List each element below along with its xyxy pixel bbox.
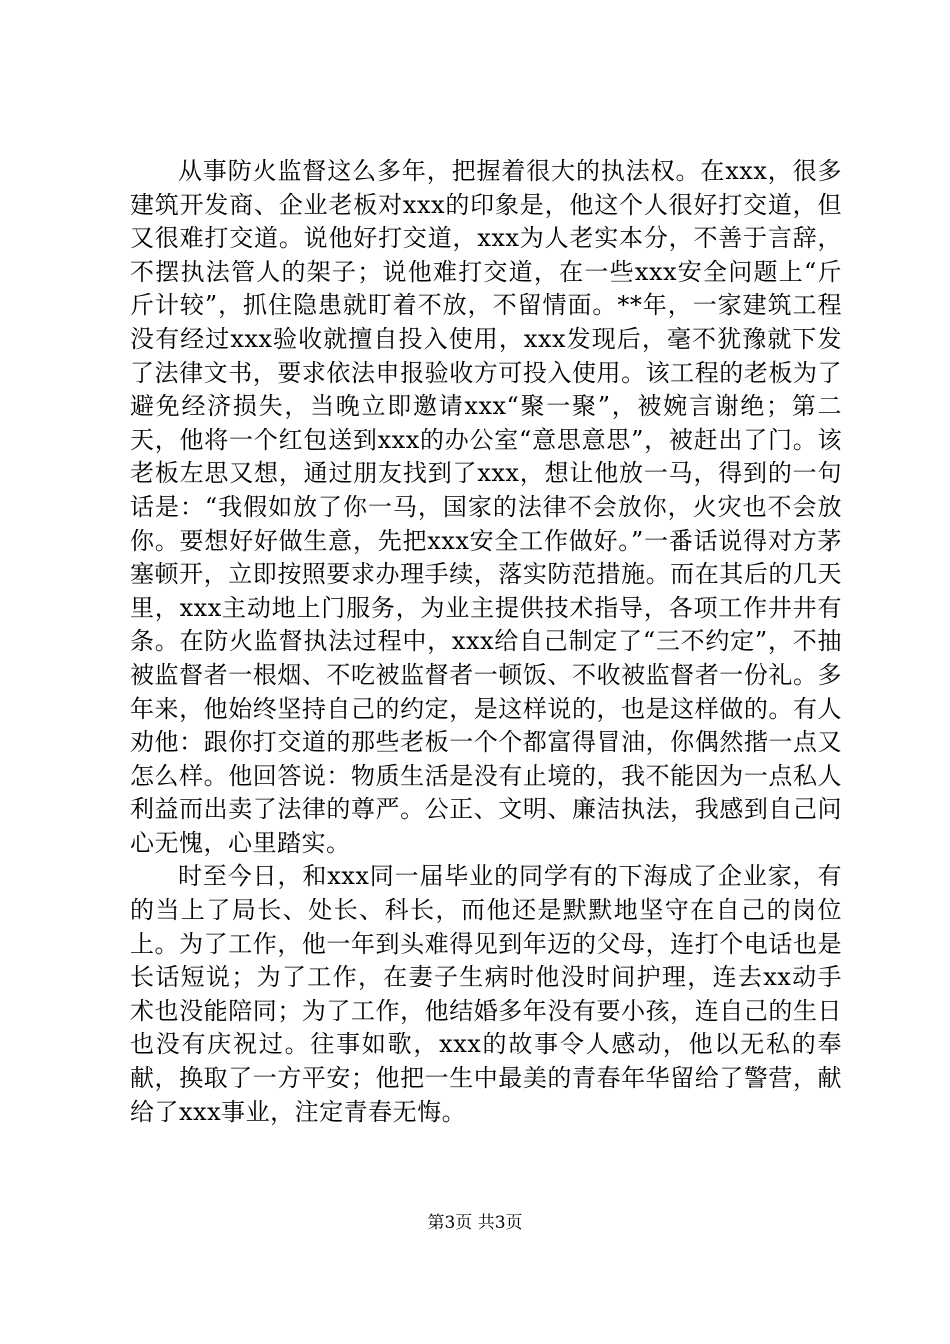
- paragraph-1: 从事防火监督这么多年，把握着很大的执法权。在xxx，很多建筑开发商、企业老板对xxx的印象是，他这个人很好打交道，但又很难打交道。说他好打交道，xxx为人老实本分，不善于言辞，不摆执法管人的架子；说他难打交道，在一些xxx安全问题上“斤斤计较”，抓住隐患就盯着不放，不留情面。**年，一家建筑工程没有经过xxx验收就擅自投入使用，xxx发现后，毫不犹豫就下发了法律文书，要求依法申报验收方可投入使用。该工程的老板为了避免经济损失，当晚立即邀请xxx“聚一聚”，被婉言谢绝；第二天，他将一个红包送到xxx的办公室“意思意思”，被赶出了门。该老板左思又想，通过朋友找到了xxx，想让他放一马，得到的一句话是：“我假如放了你一马，国家的法律不会放你，火灾也不会放你。要想好好做生意，先把xxx安全工作做好。”一番话说得对方茅塞顿开，立即按照要求办理手续，落实防范措施。而在其后的几天里，xxx主动地上门服务，为业主提供技术指导，各项工作井井有条。在防火监督执法过程中，xxx给自己制定了“三不约定”，不抽被监督者一根烟、不吃被监督者一顿饭、不收被监督者一份礼。多年来，他始终坚持自己的约定，是这样说的，也是这样做的。有人劝他：跟你打交道的那些老板一个个都富得冒油，你偶然揩一点又怎么样。他回答说：物质生活是没有止境的，我不能因为一点私人利益而出卖了法律的尊严。公正、文明、廉洁执法，我感到自己问心无愧，心里踏实。: [130, 157, 842, 857]
- paragraph-2: 时至今日，和xxx同一届毕业的同学有的下海成了企业家，有的当上了局长、处长、科长，而他还是默默地坚守在自己的岗位上。为了工作，他一年到头难得见到年迈的父母，连打个电话也是长话短说；为了工作，在妻子生病时他没时间护理，连去xx动手术也没能陪同；为了工作，他结婚多年没有要小孩，连自己的生日也没有庆祝过。往事如歌，xxx的故事令人感动，他以无私的奉献，换取了一方平安；他把一生中最美的青春年华留给了警营，献给了xxx事业，注定青春无悔。: [130, 862, 842, 1126]
- document-body: [130, 155, 842, 1129]
- page-number-footer: 第3页 共3页: [427, 1213, 523, 1233]
